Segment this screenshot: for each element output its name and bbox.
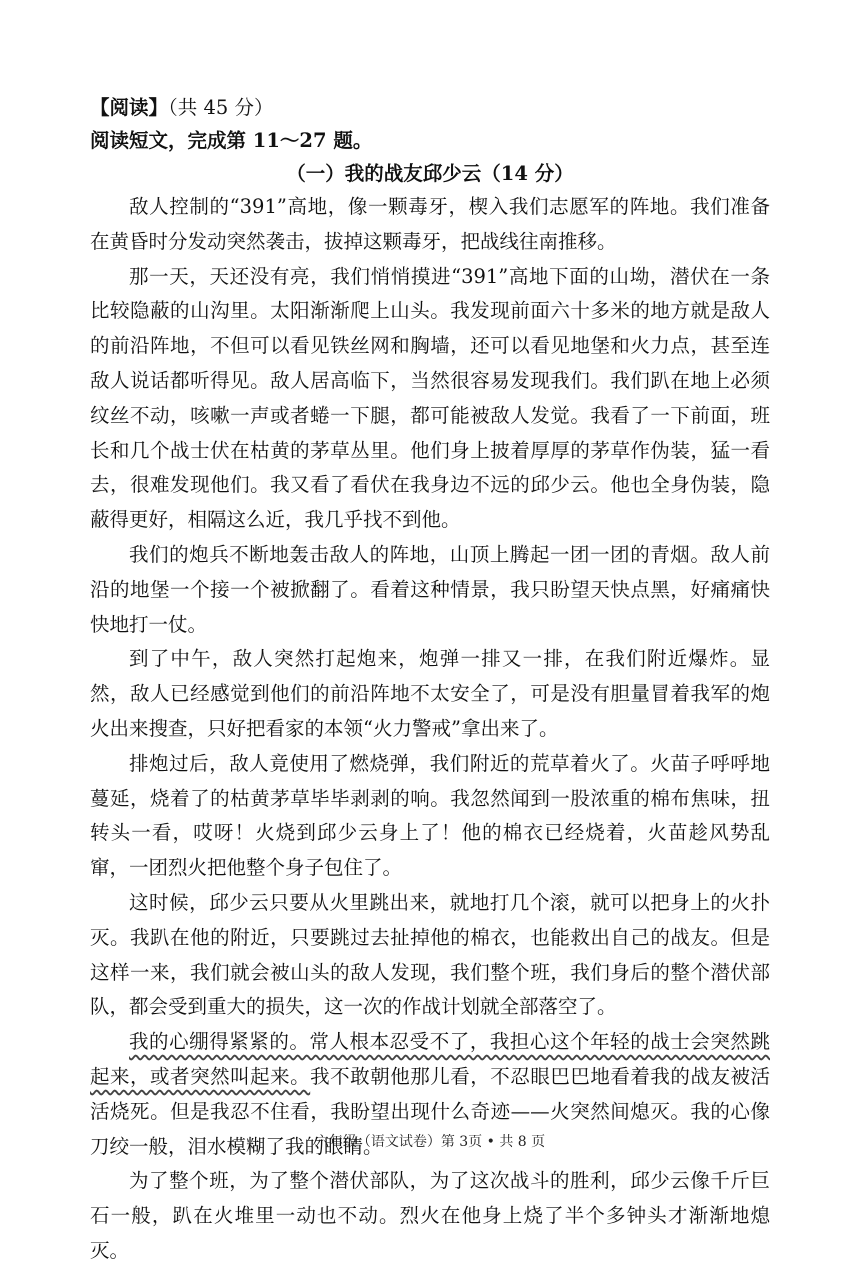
- section-label: 【阅读】: [90, 96, 169, 119]
- score-note: （共 45 分）: [168, 96, 274, 119]
- paragraph-1: 敌人控制的“391”高地，像一颗毒牙，楔入我们志愿军的阵地。我们准备在黄昏时分发动突然袭击，拔掉这颗毒牙，把战线往南推移。: [90, 195, 770, 253]
- paragraph-2: 那一天，天还没有亮，我们悄悄摸进“391”高地下面的山坳，潜伏在一条比较隐蔽的山沟里。太阳渐渐爬上山头。我发现前面六十多米的地方就是敌人的前沿阵地，不但可以看见铁丝网和胸墙，还可以看见地堡和火力点，甚至连敌人说话都听得见。敌人居高临下，当然很容易发现我们。我们趴在地上必须纹丝不动，咳嗽一声或者蜷一下腿，都可能被敌人发觉。我看了一下前面，班长和几个战士伏在枯黄的茅草丛里。他们身上披着厚厚的茅草作伪装，猛一看去，很难发现他们。我又看了看伏在我身边不远的邱少云。他也全身伪装，隐蔽得更好，相隔这么近，我几乎找不到他。: [90, 264, 770, 532]
- section-heading: [90, 91, 770, 124]
- paragraph-7-rest: 我不敢朝他那儿看，不忍眼巴巴地看着我的战友被活活烧死。但是我忍不住看，我盼望出现什么奇迹——火突然间熄灭。我的心像刀绞一般，泪水模糊了我的眼睛。: [90, 1064, 770, 1158]
- underlined-sentence: 我的心绷得紧紧的。常人根本忍受不了，我担心这个年轻的战士会突然跳起来，或者突然叫起来。: [90, 1030, 770, 1088]
- paragraph-3: 我们的炮兵不断地轰击敌人的阵地，山顶上腾起一团一团的青烟。敌人前沿的地堡一个接一个被掀翻了。看着这种情景，我只盼望天快点黑，好痛痛快快地打一仗。: [90, 542, 770, 636]
- paragraph-5: 排炮过后，敌人竟使用了燃烧弹，我们附近的荒草着火了。火苗子呼呼地蔓延，烧着了的枯黄茅草毕毕剥剥的响。我忽然闻到一股浓重的棉布焦味，扭转头一看，哎呀！火烧到邱少云身上了！他的棉衣已经烧着，火苗趁风势乱窜，一团烈火把他整个身子包住了。: [90, 751, 770, 880]
- paragraph-4: 到了中午，敌人突然打起炮来，炮弹一排又一排，在我们附近爆炸。显然，敌人已经感觉到他们的前沿阵地不太安全了，可是没有胆量冒着我军的炮火出来搜查，只好把看家的本领“火力警戒”拿出来了。: [90, 647, 770, 740]
- page-footer: 六年级（语文试卷）第 3页 • 共 8 页: [314, 1134, 546, 1150]
- paragraph-8: 为了整个班，为了整个潜伏部队，为了这次战斗的胜利，邱少云像千斤巨石一般，趴在火堆里一动也不动。烈火在他身上烧了半个多钟头才渐渐地熄灭。: [90, 1169, 770, 1262]
- passage-title: （一）我的战友邱少云（14 分）: [286, 162, 574, 185]
- reading-instruction: 阅读短文，完成第 11～27 题。: [90, 129, 373, 152]
- passage-body: [90, 190, 770, 1269]
- paragraph-6: 这时候，邱少云只要从火里跳出来，就地打几个滚，就可以把身上的火扑灭。我趴在他的附近，只要跳过去扯掉他的棉衣，也能救出自己的战友。但是这样一来，我们就会被山头的敌人发现，我们整个班，我们身后的整个潜伏部队，都会受到重大的损失，这一次的作战计划就全部落空了。: [90, 890, 770, 1019]
